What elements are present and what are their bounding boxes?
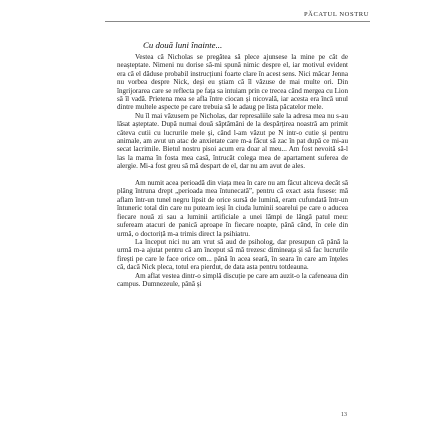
section-heading: Cu două luni înainte... (143, 40, 223, 50)
paragraph: Am numit acea perioadă din viața mea în care nu am făcut altceva decât să plâng întruna drept „perioada mea întunecată”, pentru că exact asta fusese: mă aflam într-un tunel negru lipsit de orice sursă de lumină, eram cufundată într-un întuneric total din care nu puteam ieși în ciuda luminii soarelui pe care o aducea fiecare nouă zi sau a luminii artificiale a unei lămpi de lângă patul meu: sufeream atacuri de panică aproape în fiecare noapte, până când, în cele din urmă, o doctoriță m-a trimis direct la psihiatru. (117, 179, 348, 238)
page-number: 13 (341, 412, 347, 418)
chapter-body (117, 53, 348, 288)
running-header: PĂCATUL NOSTRU (303, 11, 369, 18)
header-rule (105, 21, 370, 22)
paragraph: Am aflat vestea dintr-o simplă discuție pe care am auzit-o la cafeneaua din campus. Dumnezeule, până și (117, 271, 348, 288)
paragraph: Nu îl mai văzusem pe Nicholas, dar represaliile sale la adresa mea nu s-au lăsat așteptate. După numai două săptămâni de la despărțirea noastră am primit câteva cutii cu lucrurile mele și, când l-am văzut pe N intr-o cutie și pentru animale, am avut un atac de anxietate care m-a făcut să zac în pat după ce mi-au secat lacrimile. Bietul nostru pisoi acum era doar al meu... Am fost nevoită să-l las la mama în fosta mea casă, întrucât colega mea de apartament suferea de alergie. Mi-a fost greu să mă despart de el, dar nu am avut de ales. (117, 111, 348, 171)
paragraph: Vestea că Nicholas se pregătea să plece ajunsese la mine pe cât de neașteptate. Nimeni nu dorise să-mi spună nimic despre el, iar motivul evident era că el dăduse probabil instrucțiuni foarte clare în acest sens. Nici măcar Jenna nu vorbea despre Nick, deși eu știam că îl văzuse de mai multe ori. Din îngrijorarea care se reflecta pe fața sa intuiam prin ce trecea când mergea cu Lion să îl vadă. Prietena mea se afla între ciocan și nicovală, iar acesta era încă unul dintre multele aspecte pe care trebuia să le adaug pe lista păcatelor mele. (117, 53, 348, 112)
paragraph: La început nici nu am vrut să aud de psiholog, dar presupun că până la urmă m-a ajutat pentru că am început să mă trezesc dimineața și să fac lucrurile firești pe care le face orice om... până în acea seară, în seara în care am înțeles că, dacă Nick pleca, totul era pierdut, de data asta pentru totdeauna. (117, 237, 348, 272)
